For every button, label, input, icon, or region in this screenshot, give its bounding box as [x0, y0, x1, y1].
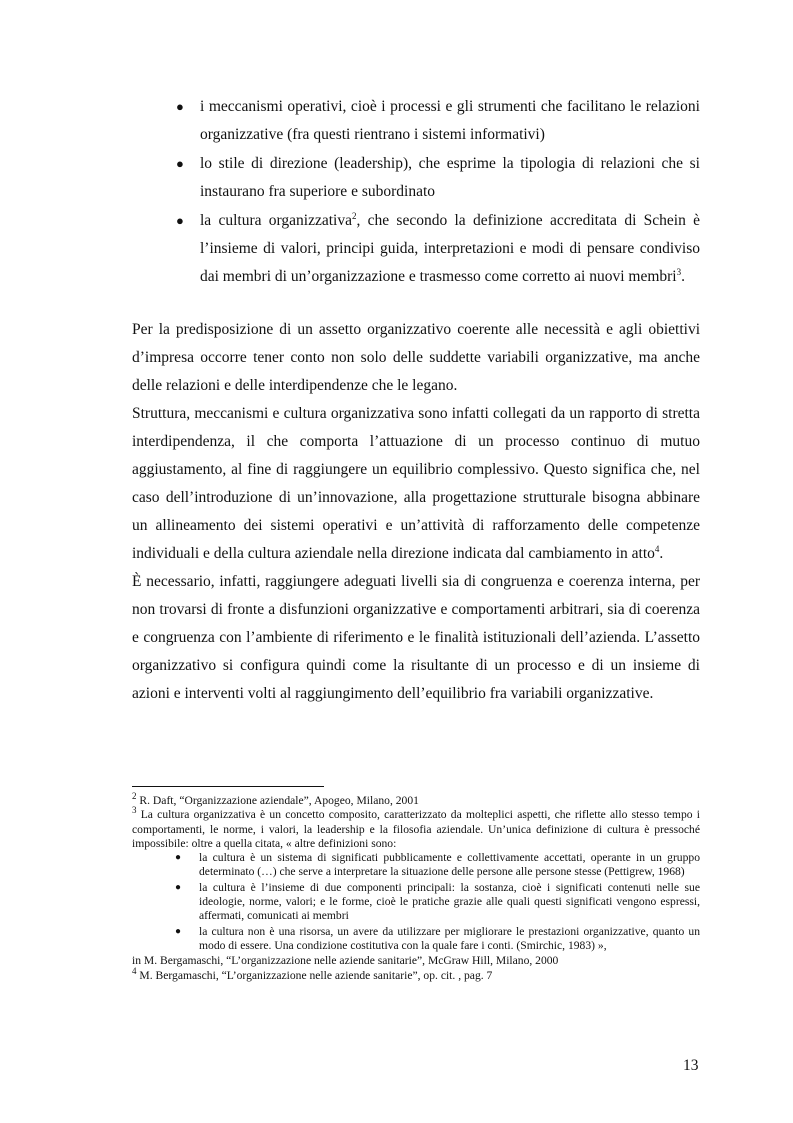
footnote-text: R. Daft, “Organizzazione aziendale”, Apogeo, Milano, 2001	[136, 794, 419, 807]
footnote	[132, 805, 700, 851]
list-item	[132, 93, 700, 149]
footnote-ref[interactable]: 2	[351, 210, 357, 221]
footnote-number: 2	[132, 791, 137, 802]
footnote-list	[132, 851, 700, 953]
footnote-number: 4	[132, 965, 137, 976]
footnote-list-text: la cultura è un sistema di significati pubblicamente e collettivamente accettati, operante in un gruppo determinato (…) che serve a interpretare la situazione delle persone alle persone stesse (Pettigrew, 1968)	[199, 851, 700, 879]
list-item-text: , che secondo la definizione accreditata di Schein è l’insieme di valori, principi guida, interpretazioni e modi di pensare condiviso dai membri di un’organizzazione e trasmesso come corretto ai nuovi membri	[200, 212, 701, 285]
footnote-ref[interactable]: 3	[676, 266, 682, 277]
footnote-text: La cultura organizzativa è un concetto composito, caratterizzato da molteplici aspetti, che riflette allo stesso tempo i comportamenti, le norme, i valori, la leadership e la filosofia aziendale. Un’unica definizione di cultura è pressoché impossibile: oltre a quella citata, « altre definizioni sono:	[132, 808, 700, 850]
paragraph: Per la predisposizione di un assetto organizzativo coerente alle necessità e agli obiettivi d’impresa occorre tener conto non solo delle suddette variabili organizzative, ma anche delle relazioni e delle interdipendenze che le legano.	[132, 321, 700, 394]
footnote-separator	[132, 786, 324, 787]
list-item-text: i meccanismi operativi, cioè i processi e gli strumenti che facilitano le relazioni organizzative (fra questi rientrano i sistemi informativi)	[200, 98, 700, 143]
footnote	[132, 791, 700, 808]
footnote-number: 3	[132, 805, 137, 816]
bullet-icon: ●	[175, 852, 182, 864]
list-item	[132, 207, 700, 291]
footnote-ref[interactable]: 4	[654, 543, 660, 554]
footnote-list-item	[132, 851, 700, 880]
variables-bullet-list	[132, 93, 700, 292]
footnotes	[132, 791, 700, 983]
list-item-text: la cultura organizzativa	[200, 212, 352, 229]
footnote-source: in M. Bergamaschi, “L’organizzazione nelle aziende sanitarie”, McGraw Hill, Milano, 2000	[132, 954, 559, 968]
list-item-text: .	[681, 268, 685, 285]
page-number: 13	[683, 1057, 699, 1074]
bullet-icon: ●	[176, 99, 184, 114]
paragraph-text: .	[659, 545, 664, 562]
body-text	[132, 316, 700, 708]
footnote-list-text: la cultura non è una risorsa, un avere da utilizzare per migliorare le prestazioni organizzative, quanto un modo di essere. Una condizione costitutiva con la quale fare i conti. (Smirchic, 1983) »,	[199, 924, 700, 952]
bullet-icon: ●	[175, 925, 182, 937]
bullet-icon: ●	[176, 156, 184, 171]
list-item-text: lo stile di direzione (leadership), che esprime la tipologia di relazioni che si instaurano fra superiore e subordinato	[200, 155, 700, 200]
footnote-text: M. Bergamaschi, “L’organizzazione nelle aziende sanitarie”, op. cit. , pag. 7	[136, 968, 493, 982]
footnote-list-text: la cultura è l’insieme di due componenti principali: la sostanza, cioè i significati contenuti nelle sue ideologie, norme, valori; e le forme, cioè le pratiche grazie alle quali questi significati vengono espressi, affermati, comunicati ai membri	[199, 880, 700, 923]
paragraph-text: Struttura, meccanismi e cultura organizzativa sono infatti collegati da un rapporto di stretta interdipendenza, il che comporta l’attuazione di un processo continuo di mutuo aggiustamento, al fine di raggiungere un equilibrio complessivo. Questo significa che, nel caso dell’introduzione di un’innovazione, alla progettazione strutturale bisogna abbinare un allineamento dei sistemi operativi e un’attività di rafforzamento delle competenze individuali e della cultura aziendale nella direzione indicata dal cambiamento in atto	[132, 405, 700, 562]
list-item	[132, 150, 700, 206]
footnote	[132, 965, 700, 983]
footnote-list-item	[132, 925, 700, 954]
bullet-icon: ●	[176, 213, 184, 228]
bullet-icon: ●	[175, 881, 182, 893]
footnote-list-item	[132, 881, 700, 924]
paragraph: È necessario, infatti, raggiungere adeguati livelli sia di congruenza e coerenza interna, per non trovarsi di fronte a disfunzioni organizzative e comportamenti arbitrari, sia di coerenza e congruenza con l’ambiente di riferimento e le finalità istituzionali dell’azienda. L’assetto organizzativo si configura quindi come la risultante di un processo e di un insieme di azioni e interventi volti al raggiungimento dell’equilibrio fra variabili organizzative.	[132, 573, 700, 702]
paragraph	[132, 400, 700, 568]
